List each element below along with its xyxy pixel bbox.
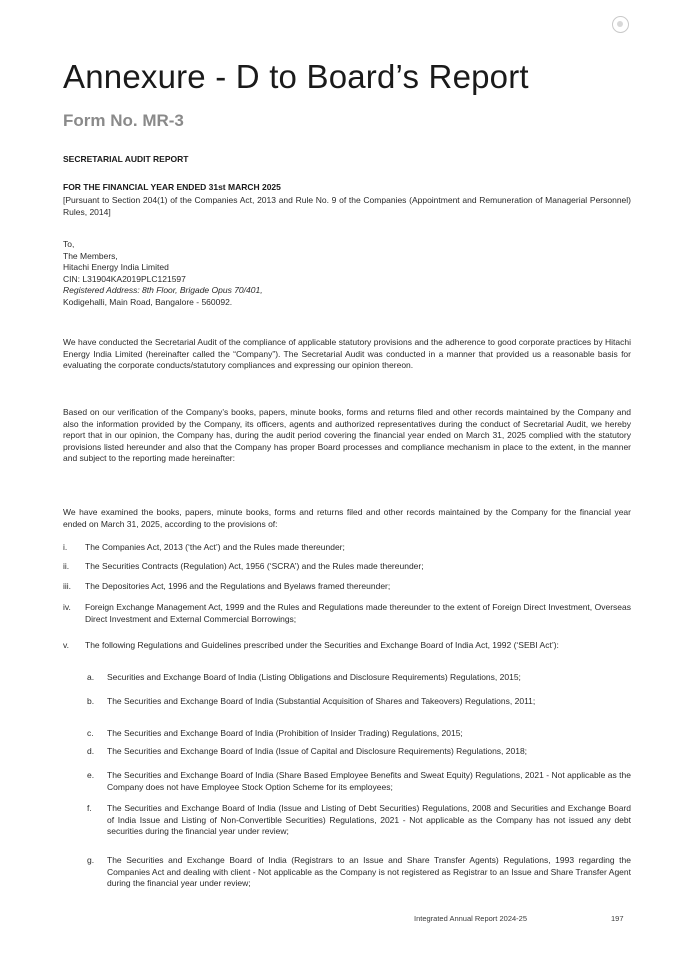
list-marker: i. <box>63 542 68 552</box>
sublist-item: The Securities and Exchange Board of India (Issue of Capital and Disclosure Requirements) Regulations, 2018; <box>107 746 528 756</box>
footer-page-number: 197 <box>611 914 624 923</box>
list-item: The Companies Act, 2013 (‘the Act’) and the Rules made thereunder; <box>85 542 345 552</box>
list-marker: v. <box>63 640 69 650</box>
list-marker: ii. <box>63 561 70 571</box>
list-item: The following Regulations and Guidelines prescribed under the Securities and Exchange Board of India Act, 1992 (‘SEBI Act’): <box>85 640 559 650</box>
addressee-to: To, <box>63 239 75 249</box>
addressee-cin: CIN: L31904KA2019PLC121597 <box>63 273 186 284</box>
footer-report-name: Integrated Annual Report 2024-25 <box>414 914 528 923</box>
list-item: The Depositories Act, 1996 and the Regulations and Byelaws framed thereunder; <box>85 581 391 591</box>
list-marker: iv. <box>63 602 71 612</box>
report-heading: SECRETARIAL AUDIT REPORT <box>63 154 189 164</box>
sublist-item: The Securities and Exchange Board of India (Share Based Employee Benefits and Sweat Equity) Regulations, 2021 - Not applicable as the Company does not have Employee Stock Option Scheme for its employees; <box>107 770 631 792</box>
paragraph-verification: Based on our verification of the Company’s books, papers, minute books, forms and returns filed and other records maintained by the Company and also the information provided by the Company, its officers, agents and authorized representatives during the conduct of Secretarial Audit, we hereby report that in our opinion, the Company has, during the audit period covering the financial year ended on March 31, 2025 complied with the statutory provisions listed hereunder and also that the Company has proper Board processes and compliance mechanism in place to the extent, in the manner and subject to the reporting made hereinafter: <box>63 407 631 463</box>
addressee-registered-address: Registered Address: 8th Floor, Brigade Opus 70/401, <box>63 285 263 295</box>
sublist-marker: b. <box>87 696 95 706</box>
sublist-item: Securities and Exchange Board of India (Listing Obligations and Disclosure Requirements) Regulations, 2015; <box>107 672 521 682</box>
sublist-marker: g. <box>87 855 95 865</box>
addressee-members: The Members, <box>63 250 118 261</box>
form-number: Form No. MR-3 <box>63 111 184 130</box>
sublist-item: The Securities and Exchange Board of India (Substantial Acquisition of Shares and Takeovers) Regulations, 2011; <box>107 696 536 706</box>
addressee-locality: Kodigehalli, Main Road, Bangalore - 560092. <box>63 296 233 307</box>
addressee-company: Hitachi Energy India Limited <box>63 262 169 272</box>
sublist-marker: a. <box>87 672 95 682</box>
sublist-item: The Securities and Exchange Board of India (Registrars to an Issue and Share Transfer Agents) Regulations, 1993 regarding the Companies Act and dealing with client - Not applicable as the Company is not registered as Registrar to an Issue and Share Transfer Agent during the financial year under review; <box>107 855 631 888</box>
sublist-marker: c. <box>87 728 94 738</box>
list-item: Foreign Exchange Management Act, 1999 and the Rules and Regulations made thereunder to the extent of Foreign Direct Investment, Overseas Direct Investment and External Commercial Borrowings; <box>85 602 631 624</box>
pursuant-note: [Pursuant to Section 204(1) of the Companies Act, 2013 and Rule No. 9 of the Companies (Appointment and Remuneration of Managerial Personnel) Rules, 2014] <box>63 195 631 217</box>
addressee-block <box>63 239 631 308</box>
paragraph-audit-conduct: We have conducted the Secretarial Audit of the compliance of applicable statutory provisions and the adherence to good corporate practices by Hitachi Energy India Limited (hereinafter called the “Company”). The Secretarial Audit was conducted in a manner that provided us a reasonable basis for evaluating the corporate conducts/statutory compliances and expressing our opinion thereon. <box>63 337 631 370</box>
page-title: Annexure - D to Board’s Report <box>63 58 529 95</box>
list-item: The Securities Contracts (Regulation) Act, 1956 (‘SCRA’) and the Rules made thereunder; <box>85 561 424 571</box>
sublist-item: The Securities and Exchange Board of India (Prohibition of Insider Trading) Regulations, 2015; <box>107 728 463 738</box>
paragraph-examined: We have examined the books, papers, minute books, forms and returns filed and other records maintained by the Company for the financial year ended on March 31, 2025, according to the provisions of: <box>63 507 631 529</box>
sublist-marker: d. <box>87 746 95 756</box>
sublist-item: The Securities and Exchange Board of India (Issue and Listing of Debt Securities) Regulations, 2008 and Securities and Exchange Board of India Issue and Listing of Non-Convertible Securities) Regulations, 2021 - Not applicable as the Company has not issued any debt securities during the financial year under review; <box>107 803 631 836</box>
logo-icon <box>612 16 629 33</box>
sublist-marker: e. <box>87 770 95 780</box>
financial-year-heading: FOR THE FINANCIAL YEAR ENDED 31st MARCH 2025 <box>63 182 281 192</box>
list-marker: iii. <box>63 581 72 591</box>
sublist-marker: f. <box>87 803 92 813</box>
